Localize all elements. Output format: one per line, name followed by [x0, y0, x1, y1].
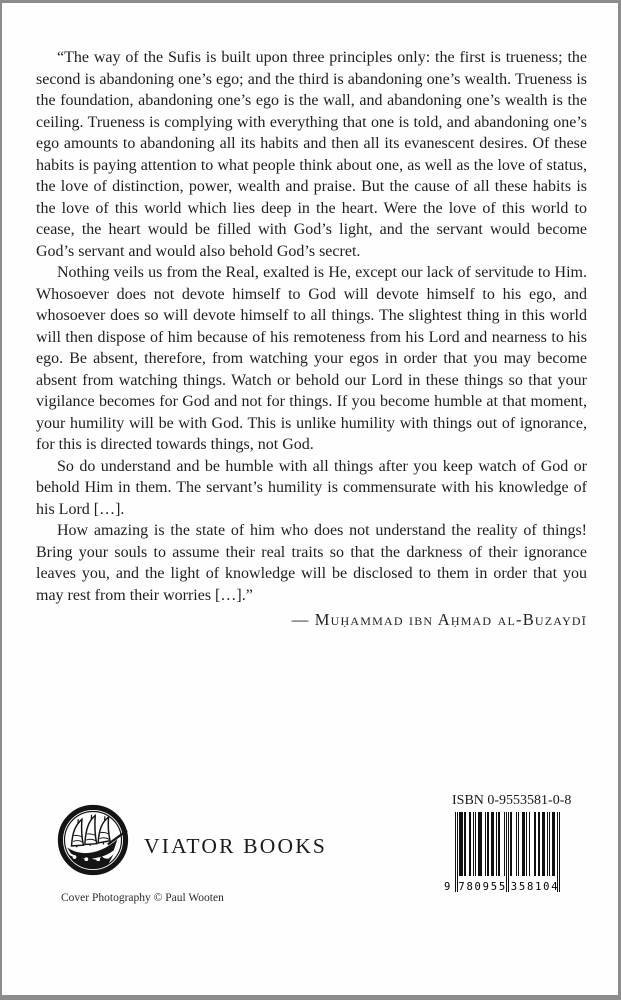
quote-paragraph: “The way of the Sufis is built upon three principles only: the first is trueness; the second is abandoning one’s ego; and the third is abandoning one’s wealth. Trueness is the foundation, abandoning one’s ego is the wall, and abandoning one’s wealth is the ceiling. Trueness is complying with everything that one is told, and abandoning one’s ego amounts to abandoning all its habits and then all its evanescent desires. Of these habits is paying attention to what people think about one, as well as the love of status, the love of distinction, power, wealth and praise. But the cause of all these habits is the love of this world which lies deep in the heart. Were the love of this world to cease, the heart would be filled with God’s light, and the servant would become God’s servant and would also behold God’s secret. — [36, 49, 587, 260]
publisher-name: VIATOR BOOKS — [144, 834, 328, 858]
photo-credit: Cover Photography © Paul Wooten — [61, 892, 224, 904]
barcode-digits: 3 5 8 1 0 4 — [510, 881, 558, 893]
ship-icon — [56, 803, 130, 877]
barcode-digits: 9 — [444, 881, 451, 893]
quote-paragraph: How amazing is the state of him who does not understand the reality of things! Bring your souls to assume their real traits so that the darkness of their ignorance leaves you, and the light of knowledge will be disclosed to them in order that you may rest from their worries […].” — [36, 522, 587, 604]
isbn-block — [444, 793, 572, 893]
quote-paragraph: Nothing veils us from the Real, exalted is He, except our lack of servitude to Him. Whosoever does not devote himself to God will devote himself to his ego, and whosoever does so will devote himself to all things. The slightest thing in this world will then dispose of him because of his remoteness from his Lord and nearness to his ego. Be absent, therefore, from watching your egos in order that you may become absent from watching things. Watch or behold our Lord in these things so that your vigilance becomes for God and not for things. If you become humble at that moment, your humility will be with God. This is unlike humility with things out of ignorance, for this is directed towards things, not God. — [36, 264, 587, 453]
quote-paragraph: So do understand and be humble with all things after you keep watch of God or behold Him in them. The servant’s humility is commensurate with his knowledge of his Lord […]. — [36, 457, 587, 518]
quote-attribution: — Muḥammad ibn Aḥmad al-Buzaydī — [291, 610, 587, 629]
isbn-label: ISBN 0-9553581-0-8 — [452, 793, 572, 808]
publisher-logo — [56, 803, 130, 877]
barcode-digits: 7 8 0 9 5 5 — [458, 881, 506, 893]
back-cover-quote — [36, 47, 587, 631]
barcode — [444, 812, 561, 893]
barcode-bar — [559, 812, 560, 892]
